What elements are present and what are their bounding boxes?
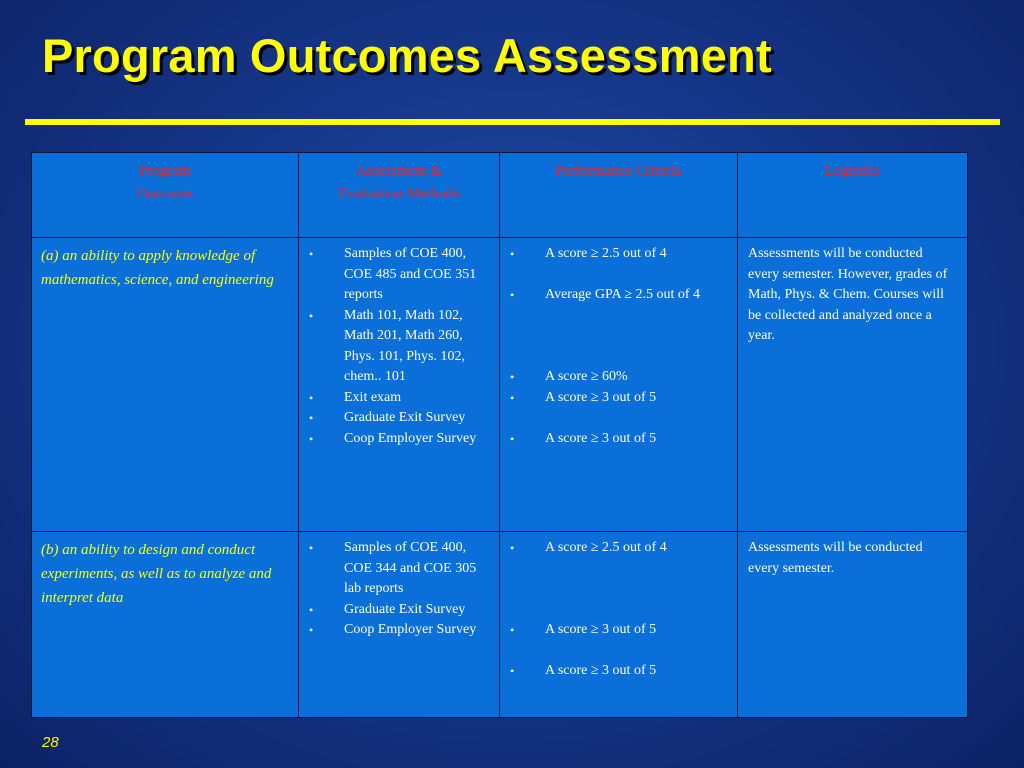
bullet-dot-icon: •	[309, 623, 314, 637]
list-item-text: A score ≥ 2.5 out of 4	[545, 540, 667, 555]
list-item-text: A score ≥ 2.5 out of 4	[545, 246, 667, 261]
list-item-text: A score ≥ 3 out of 5	[545, 622, 657, 637]
list-item	[500, 244, 733, 265]
list-item-text: A score ≥ 3 out of 5	[545, 663, 657, 678]
bullet-dot-icon: •	[510, 541, 515, 555]
methods-list	[299, 238, 499, 449]
header-outcome-line2: Outcome	[137, 186, 193, 202]
bullet-dot-icon: •	[309, 602, 314, 617]
table-header-row	[32, 153, 968, 238]
methods-cell	[299, 238, 500, 532]
list-item	[500, 661, 733, 682]
list-item	[500, 388, 733, 409]
methods-cell	[299, 532, 500, 718]
header-logistics: Logistics	[738, 153, 968, 238]
list-item	[299, 408, 495, 429]
list-item-text: Coop Employer Survey	[344, 622, 477, 637]
bullet-dot-icon: •	[309, 411, 314, 425]
bullet-dot-icon: •	[510, 288, 515, 302]
list-item	[500, 285, 733, 306]
bullet-dot-icon: •	[309, 308, 314, 323]
criteria-list	[500, 532, 737, 682]
list-item-text: Exit exam	[344, 389, 402, 405]
list-item-text: Coop Employer Survey	[344, 430, 477, 446]
bullet-dot-icon: •	[510, 247, 515, 261]
slide-title: Program Outcomes Assessment	[42, 29, 772, 82]
list-item-text: Average GPA ≥ 2.5 out of 4	[545, 287, 701, 302]
list-item-text: Samples of COE 400, COE 485 and COE 351 reports	[344, 246, 477, 302]
bullet-dot-icon: •	[510, 623, 515, 637]
list-item	[299, 306, 495, 388]
list-item-text: Graduate Exit Survey	[344, 601, 466, 617]
header-methods-line2: Evaluation Methods	[338, 186, 460, 202]
header-methods-line1: Assessment &	[355, 163, 443, 179]
list-item	[299, 620, 495, 641]
logistics-cell: Assessments will be conducted every semester.	[738, 532, 968, 718]
list-item-text: Math 101, Math 102, Math 201, Math 260, Phys. 101, Phys. 102, chem.. 101	[344, 307, 465, 384]
list-item	[500, 620, 733, 641]
list-item-text: A score ≥ 3 out of 5	[545, 430, 657, 446]
table-row	[32, 532, 968, 718]
outcome-cell: (a) an ability to apply knowledge of mathematics, science, and engineering	[32, 238, 299, 532]
bullet-dot-icon: •	[309, 541, 314, 555]
list-item	[299, 538, 495, 600]
outcome-cell: (b) an ability to design and conduct experiments, as well as to analyze and interpret data	[32, 532, 299, 718]
page-number: 28	[42, 734, 59, 751]
header-assessment-methods	[299, 153, 500, 238]
bullet-dot-icon: •	[510, 370, 515, 384]
bullet-dot-icon: •	[510, 664, 515, 678]
header-program-outcome	[32, 153, 299, 238]
header-outcome-line1: Program	[139, 163, 191, 179]
list-item-text: A score ≥ 60%	[545, 369, 628, 384]
bullet-dot-icon: •	[309, 247, 314, 261]
bullet-dot-icon: •	[510, 390, 515, 405]
list-item-text: Graduate Exit Survey	[344, 410, 466, 425]
list-item	[299, 244, 495, 306]
bullet-dot-icon: •	[309, 431, 314, 446]
list-item	[500, 429, 733, 450]
list-item	[299, 429, 495, 450]
header-performance-criteria: Performance Criteria	[500, 153, 738, 238]
list-spacer	[500, 265, 733, 286]
list-item-text: A score ≥ 3 out of 5	[545, 389, 657, 405]
criteria-list	[500, 238, 737, 449]
list-spacer	[500, 559, 733, 621]
criteria-cell	[500, 532, 738, 718]
logistics-cell: Assessments will be conducted every semester. However, grades of Math, Phys. & Chem. Courses will be collected and analyzed once a year.	[738, 238, 968, 532]
table-row	[32, 238, 968, 532]
list-item	[299, 388, 495, 409]
criteria-cell	[500, 238, 738, 532]
title-underline	[25, 119, 1000, 125]
bullet-dot-icon: •	[309, 390, 314, 405]
assessment-table	[31, 152, 968, 718]
list-item	[299, 600, 495, 621]
list-spacer	[500, 641, 733, 662]
list-spacer	[500, 306, 733, 368]
list-item	[500, 367, 733, 388]
list-item	[500, 538, 733, 559]
list-item-text: Samples of COE 400, COE 344 and COE 305 lab reports	[344, 540, 477, 596]
bullet-dot-icon: •	[510, 431, 515, 446]
list-spacer	[500, 408, 733, 429]
methods-list	[299, 532, 499, 641]
